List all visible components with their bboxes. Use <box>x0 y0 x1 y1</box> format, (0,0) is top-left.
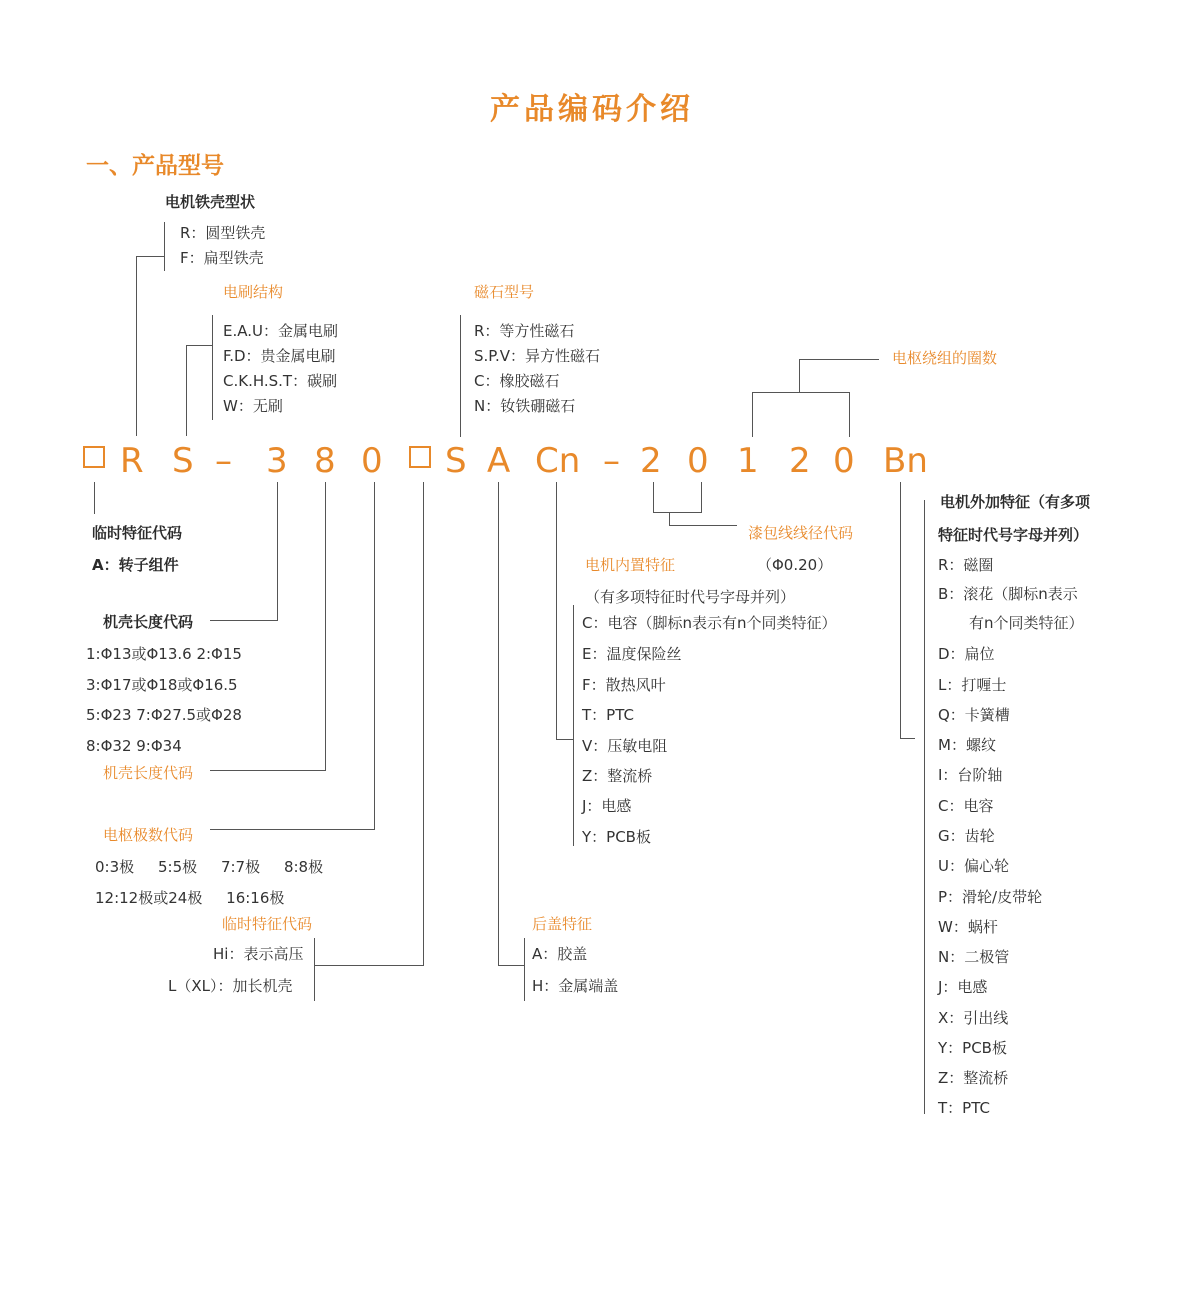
internal-item: Y：PCB板 <box>582 828 651 846</box>
connector-line <box>210 829 375 830</box>
external-item: M：螺纹 <box>938 736 996 754</box>
connector-line <box>460 315 461 437</box>
brush-item: W：无刷 <box>223 397 283 415</box>
connector-line <box>94 482 95 514</box>
connector-line <box>701 482 702 512</box>
code-A: A <box>487 441 511 481</box>
external-label-line2: 特征时代号字母并列） <box>938 526 1089 544</box>
armature-turns-label: 电枢绕组的圈数 <box>892 349 998 367</box>
internal-item: Z：整流桥 <box>582 767 653 785</box>
connector-line <box>653 512 702 513</box>
code-2b: 2 <box>789 441 811 481</box>
connector-line <box>498 965 524 966</box>
connector-line <box>924 500 925 1114</box>
external-item: I：台阶轴 <box>938 766 1003 784</box>
placeholder-box-2 <box>409 446 431 468</box>
external-item: B：滚花（脚标n表示 <box>938 585 1078 603</box>
connector-line <box>315 965 424 966</box>
magnet-item: S.P.V：异方性磁石 <box>474 347 601 365</box>
connector-line <box>186 345 212 346</box>
case-length-item: 8:Φ32 9:Φ34 <box>86 737 182 755</box>
connector-line <box>849 392 850 437</box>
connector-line <box>164 222 165 271</box>
external-label-line1: 电机外加特征（有多项 <box>940 493 1091 511</box>
internal-item: V：压敏电阻 <box>582 737 668 755</box>
connector-line <box>556 482 557 739</box>
brush-item: F.D：贵金属电刷 <box>223 347 336 365</box>
external-item: W：蜗杆 <box>938 918 998 936</box>
case-length-item: 5:Φ23 7:Φ27.5或Φ28 <box>86 706 242 724</box>
connector-line <box>325 482 326 770</box>
temp-code-left-label: 临时特征代码 <box>92 524 183 542</box>
internal-item: F：散热风叶 <box>582 676 666 694</box>
external-item: T：PTC <box>938 1099 990 1117</box>
wire-diameter-label: 漆包线线径代码 <box>748 524 854 542</box>
poles-item: 0:3极 5:5极 7:7极 8:8极 <box>95 858 324 876</box>
code-R: R <box>120 441 144 481</box>
connector-line <box>277 482 278 620</box>
case-length-2-label: 机壳长度代码 <box>103 764 194 782</box>
connector-line <box>556 739 573 740</box>
code-dash-2: – <box>603 441 620 481</box>
case-length-label: 机壳长度代码 <box>103 613 194 631</box>
temp-code-bottom-item: Hi：表示高压 <box>213 945 304 963</box>
external-item: P：滑轮/皮带轮 <box>938 888 1043 906</box>
external-item: Z：整流桥 <box>938 1069 1009 1087</box>
magnet-item: N：钕铁硼磁石 <box>474 397 576 415</box>
magnet-item: C：橡胶磁石 <box>474 372 560 390</box>
code-2a: 2 <box>640 441 662 481</box>
connector-line <box>669 512 670 525</box>
connector-line <box>653 482 654 512</box>
shell-shape-label: 电机铁壳型状 <box>165 193 256 211</box>
section-title: 一、产品型号 <box>86 153 224 179</box>
placeholder-box-1 <box>83 446 105 468</box>
connector-line <box>498 482 499 965</box>
external-item: 有n个同类特征） <box>969 614 1084 632</box>
connector-line <box>136 256 137 436</box>
external-item: J：电感 <box>938 978 988 996</box>
connector-line <box>423 482 424 965</box>
external-item: R：磁圈 <box>938 556 994 574</box>
code-0: 0 <box>361 441 383 481</box>
internal-item: J：电感 <box>582 797 632 815</box>
connector-line <box>212 315 213 420</box>
code-Cn: Cn <box>535 441 581 481</box>
magnet-item: R：等方性磁石 <box>474 322 575 340</box>
external-item: C：电容 <box>938 797 994 815</box>
page-title: 产品编码介绍 <box>490 92 694 127</box>
connector-line <box>136 256 164 257</box>
external-item: D：扁位 <box>938 645 995 663</box>
temp-code-left-item: A：转子组件 <box>92 556 179 574</box>
internal-item: E：温度保险丝 <box>582 645 682 663</box>
case-length-item: 3:Φ17或Φ18或Φ16.5 <box>86 676 238 694</box>
shell-shape-item: F：扁型铁壳 <box>180 249 264 267</box>
code-0a: 0 <box>687 441 709 481</box>
brush-item: E.A.U：金属电刷 <box>223 322 338 340</box>
code-Bn: Bn <box>883 441 928 481</box>
connector-line <box>186 345 187 436</box>
internal-item: C：电容（脚标n表示有n个同类特征） <box>582 614 837 632</box>
code-8: 8 <box>314 441 336 481</box>
external-item: N：二极管 <box>938 948 1010 966</box>
poles-item: 12:12极或24极 16:16极 <box>95 889 285 907</box>
external-item: Q：卡簧槽 <box>938 706 1010 724</box>
connector-line <box>314 938 315 1001</box>
external-item: X：引出线 <box>938 1009 1009 1027</box>
internal-label: 电机内置特征 <box>585 556 676 574</box>
code-S: S <box>172 441 194 481</box>
external-item: L：打喱士 <box>938 676 1007 694</box>
code-0b: 0 <box>833 441 855 481</box>
shell-shape-item: R：圆型铁壳 <box>180 224 266 242</box>
brush-label: 电刷结构 <box>223 283 284 301</box>
external-item: Y：PCB板 <box>938 1039 1007 1057</box>
connector-line <box>752 392 753 437</box>
connector-line <box>900 738 915 739</box>
external-item: G：齿轮 <box>938 827 995 845</box>
connector-line <box>752 392 850 393</box>
connector-line <box>210 770 326 771</box>
back-cover-item: H：金属端盖 <box>532 977 619 995</box>
external-item: U：偏心轮 <box>938 857 1009 875</box>
back-cover-item: A：胶盖 <box>532 945 588 963</box>
connector-line <box>210 620 278 621</box>
case-length-item: 1:Φ13或Φ13.6 2:Φ15 <box>86 645 242 663</box>
poles-label: 电枢极数代码 <box>103 826 194 844</box>
connector-line <box>900 482 901 738</box>
code-1: 1 <box>737 441 759 481</box>
connector-line <box>573 605 574 846</box>
magnet-label: 磁石型号 <box>474 283 535 301</box>
connector-line <box>669 525 737 526</box>
connector-line <box>524 938 525 1001</box>
code-dash-1: – <box>215 441 232 481</box>
code-3: 3 <box>266 441 288 481</box>
connector-line <box>799 359 800 392</box>
back-cover-label: 后盖特征 <box>532 915 593 933</box>
code-S2: S <box>445 441 467 481</box>
wire-diameter-note: （Φ0.20） <box>757 556 833 574</box>
brush-item: C.K.H.S.T：碳刷 <box>223 372 338 390</box>
connector-line <box>799 359 879 360</box>
connector-line <box>374 482 375 829</box>
internal-note: （有多项特征时代号字母并列） <box>585 588 796 606</box>
internal-item: T：PTC <box>582 706 634 724</box>
temp-code-bottom-item: L（XL）：加长机壳 <box>168 977 293 995</box>
temp-code-bottom-label: 临时特征代码 <box>222 915 313 933</box>
